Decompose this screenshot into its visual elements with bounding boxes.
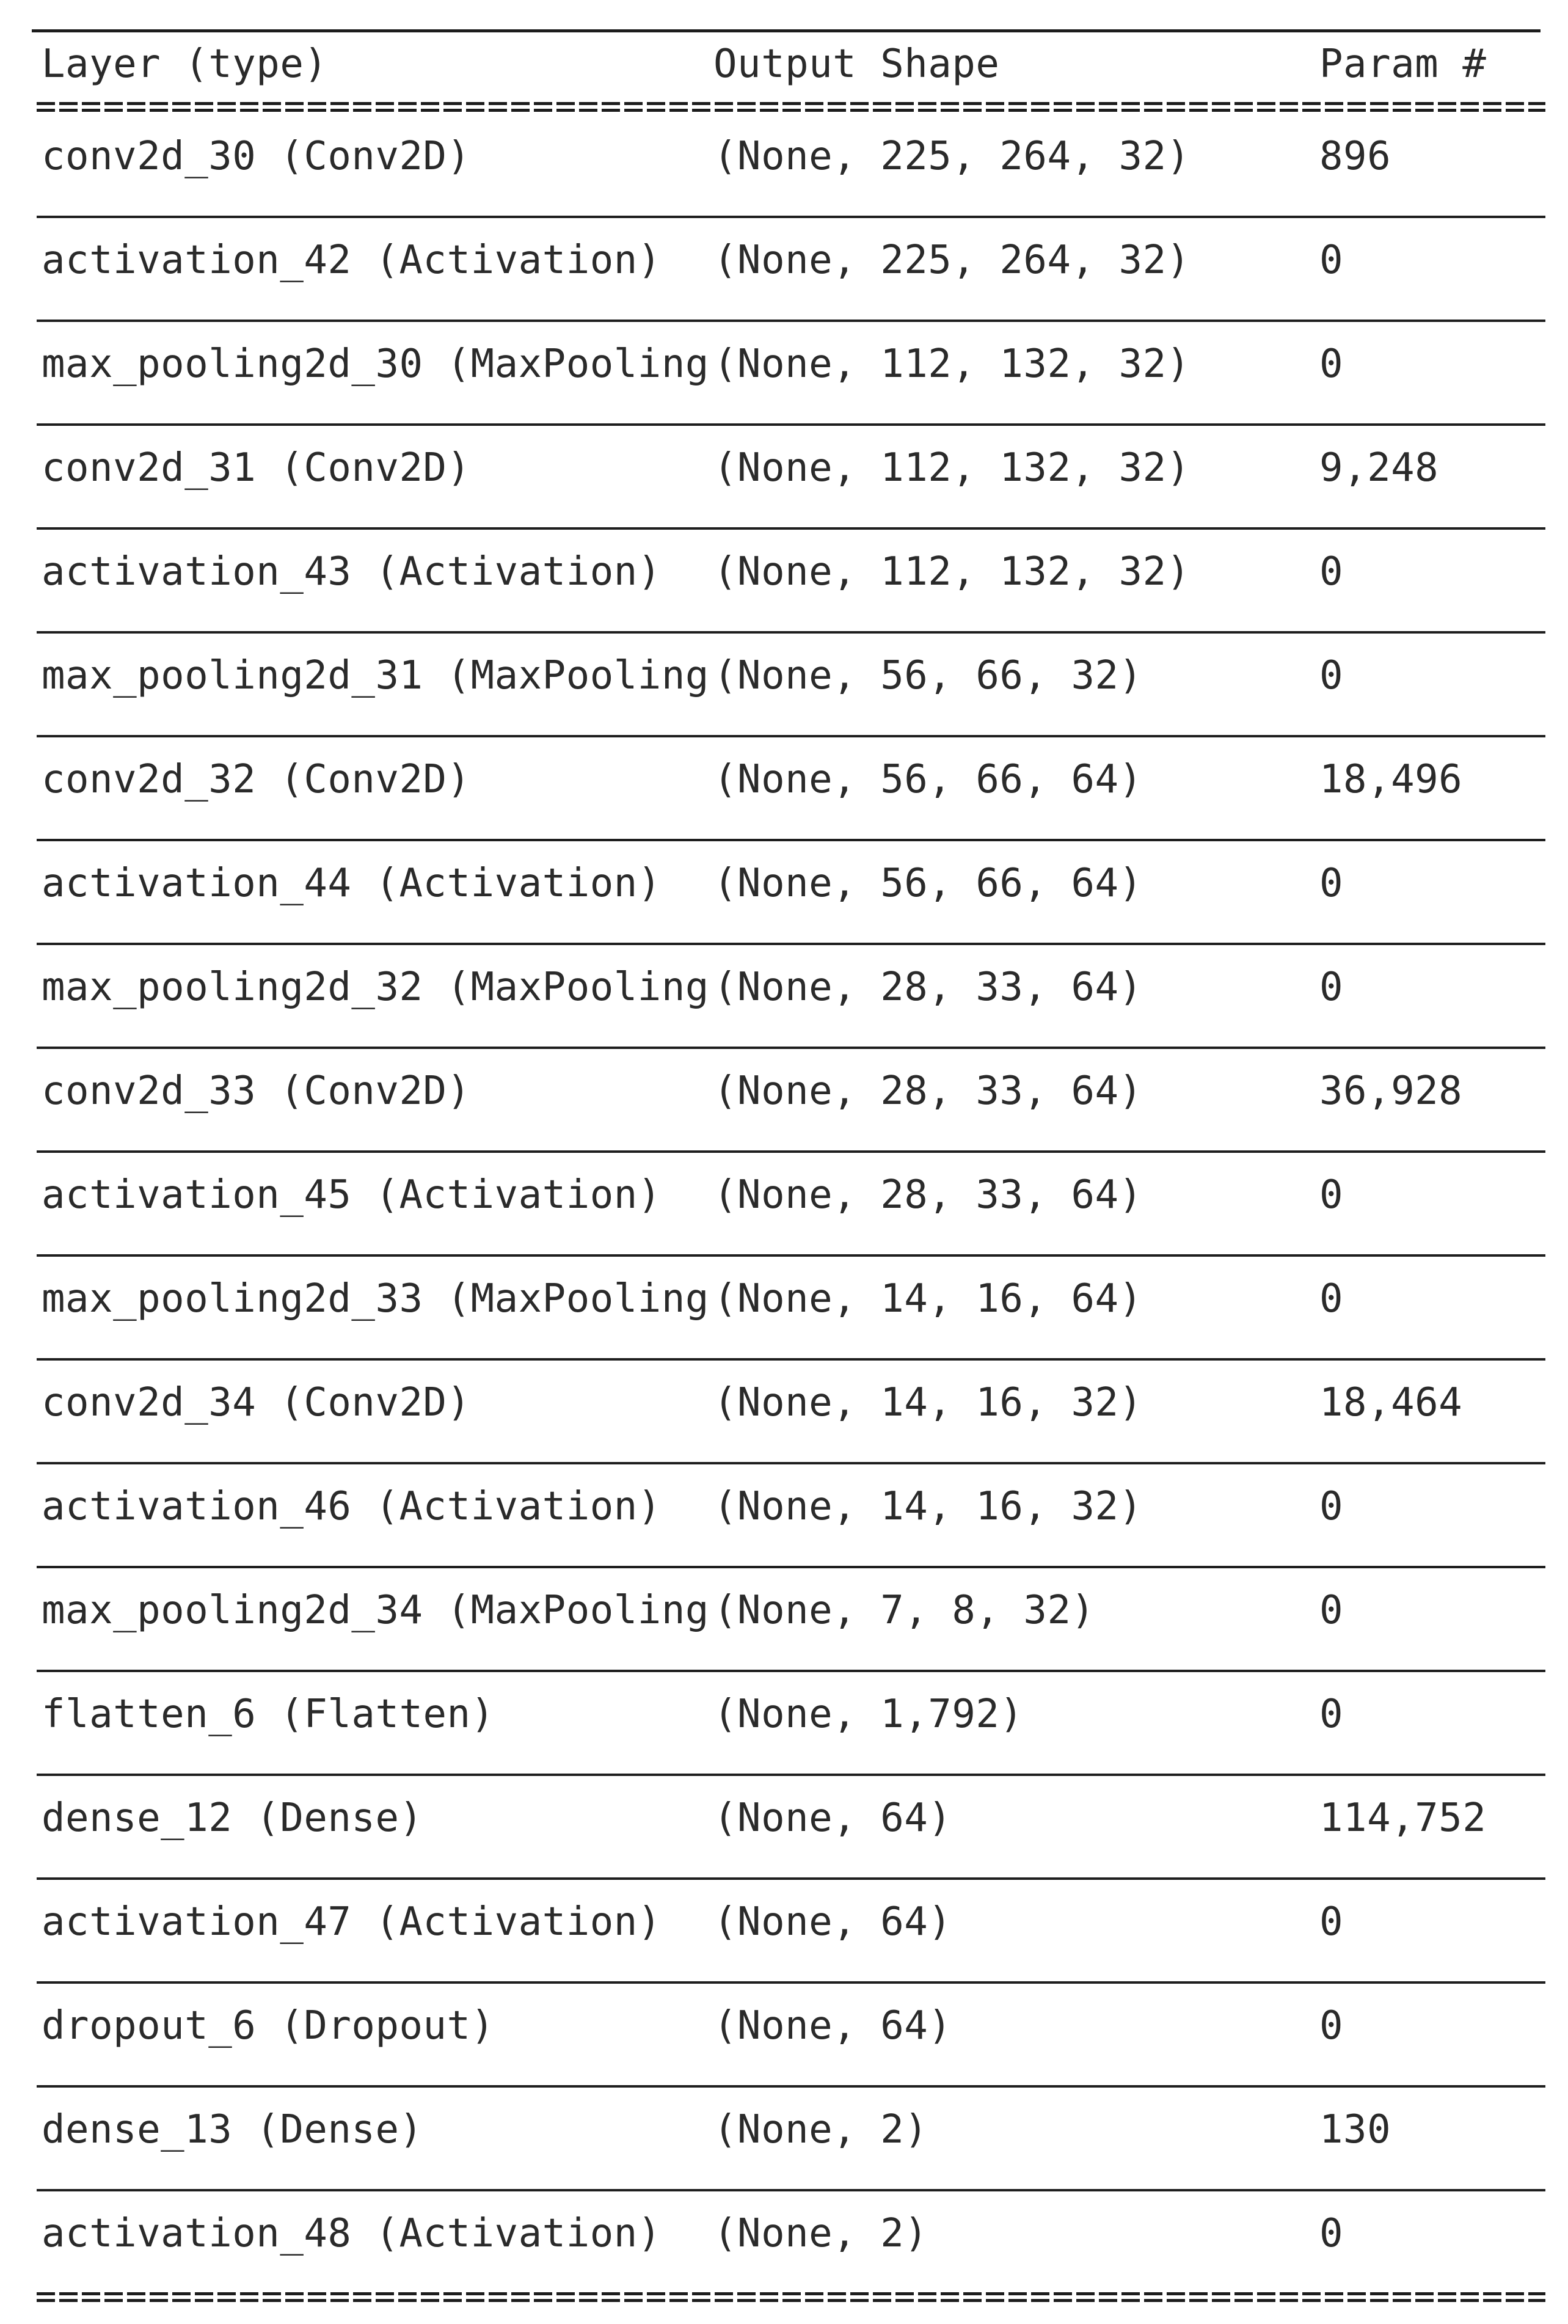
param-count-cell: 0 — [1319, 342, 1344, 387]
table-row — [0, 737, 1568, 841]
table-row — [0, 114, 1568, 218]
output-shape-cell: (None, 28, 33, 64) — [713, 1069, 1143, 1114]
table-row — [0, 1153, 1568, 1257]
param-count-cell: 0 — [1319, 861, 1344, 906]
table-row — [0, 945, 1568, 1049]
output-shape-cell: (None, 2) — [713, 2211, 928, 2256]
output-shape-cell: (None, 112, 132, 32) — [713, 342, 1191, 387]
layer-name-cell: conv2d_31 (Conv2D) — [42, 445, 471, 491]
table-row — [0, 218, 1568, 322]
output-shape-cell: (None, 112, 132, 32) — [713, 445, 1191, 491]
layer-name-cell: max_pooling2d_34 (MaxPooling — [42, 1588, 709, 1633]
layer-name-cell: activation_42 (Activation) — [42, 238, 662, 283]
param-count-cell: 0 — [1319, 1899, 1344, 1945]
output-shape-cell: (None, 28, 33, 64) — [713, 1172, 1143, 1218]
output-shape-cell: (None, 225, 264, 32) — [713, 134, 1191, 179]
layer-name-cell: dense_13 (Dense) — [42, 2107, 423, 2152]
output-shape-cell: (None, 64) — [713, 1899, 952, 1945]
output-shape-cell: (None, 7, 8, 32) — [713, 1588, 1095, 1633]
layer-name-cell: activation_48 (Activation) — [42, 2211, 662, 2256]
layer-name-cell: activation_45 (Activation) — [42, 1172, 662, 1218]
table-row — [0, 1568, 1568, 1672]
header-layer-type: Layer (type) — [42, 42, 328, 87]
output-shape-cell: (None, 56, 66, 64) — [713, 757, 1143, 802]
layer-name-cell: conv2d_34 (Conv2D) — [42, 1380, 471, 1425]
header-output-shape: Output Shape — [713, 42, 1000, 87]
output-shape-cell: (None, 56, 66, 64) — [713, 861, 1143, 906]
layer-name-cell: activation_43 (Activation) — [42, 549, 662, 594]
param-count-cell: 0 — [1319, 238, 1344, 283]
layer-name-cell: conv2d_30 (Conv2D) — [42, 134, 471, 179]
param-count-cell: 896 — [1319, 134, 1391, 179]
table-row — [0, 1464, 1568, 1568]
layer-name-cell: max_pooling2d_30 (MaxPooling — [42, 342, 709, 387]
param-count-cell: 0 — [1319, 2003, 1344, 2048]
param-count-cell: 0 — [1319, 1588, 1344, 1633]
param-count-cell: 0 — [1319, 1172, 1344, 1218]
layer-name-cell: max_pooling2d_33 (MaxPooling — [42, 1276, 709, 1321]
table-row — [0, 426, 1568, 530]
table-row — [0, 1984, 1568, 2088]
layer-name-cell: flatten_6 (Flatten) — [42, 1692, 495, 1737]
layer-name-cell: dense_12 (Dense) — [42, 1796, 423, 1841]
param-count-cell: 18,496 — [1319, 757, 1463, 802]
param-count-cell: 0 — [1319, 1692, 1344, 1737]
output-shape-cell: (None, 225, 264, 32) — [713, 238, 1191, 283]
layer-name-cell: max_pooling2d_32 (MaxPooling — [42, 965, 709, 1010]
output-shape-cell: (None, 112, 132, 32) — [713, 549, 1191, 594]
layer-name-cell: activation_47 (Activation) — [42, 1899, 662, 1945]
param-count-cell: 0 — [1319, 1484, 1344, 1529]
footer-double-rule — [37, 2290, 1545, 2304]
layer-name-cell: dropout_6 (Dropout) — [42, 2003, 495, 2048]
table-row — [0, 530, 1568, 634]
table-row — [0, 1776, 1568, 1880]
layer-name-cell: max_pooling2d_31 (MaxPooling — [42, 653, 709, 698]
table-row — [0, 2088, 1568, 2191]
layer-name-cell: activation_46 (Activation) — [42, 1484, 662, 1529]
param-count-cell: 0 — [1319, 549, 1344, 594]
header-param-count: Param # — [1319, 42, 1487, 87]
table-row — [0, 1361, 1568, 1464]
param-count-cell: 36,928 — [1319, 1069, 1463, 1114]
output-shape-cell: (None, 14, 16, 32) — [713, 1484, 1143, 1529]
param-count-cell: 130 — [1319, 2107, 1391, 2152]
output-shape-cell: (None, 28, 33, 64) — [713, 965, 1143, 1010]
table-row — [0, 1880, 1568, 1984]
table-row — [0, 2191, 1568, 2295]
output-shape-cell: (None, 14, 16, 32) — [713, 1380, 1143, 1425]
layer-name-cell: conv2d_32 (Conv2D) — [42, 757, 471, 802]
param-count-cell: 9,248 — [1319, 445, 1439, 491]
param-count-cell: 114,752 — [1319, 1796, 1487, 1841]
output-shape-cell: (None, 2) — [713, 2107, 928, 2152]
output-shape-cell: (None, 56, 66, 32) — [713, 653, 1143, 698]
output-shape-cell: (None, 1,792) — [713, 1692, 1024, 1737]
param-count-cell: 0 — [1319, 653, 1344, 698]
output-shape-cell: (None, 64) — [713, 1796, 952, 1841]
layer-name-cell: activation_44 (Activation) — [42, 861, 662, 906]
table-row — [0, 1672, 1568, 1776]
param-count-cell: 0 — [1319, 965, 1344, 1010]
table-row — [0, 841, 1568, 945]
table-row — [0, 1257, 1568, 1361]
param-count-cell: 18,464 — [1319, 1380, 1463, 1425]
table-row — [0, 322, 1568, 426]
param-count-cell: 0 — [1319, 1276, 1344, 1321]
output-shape-cell: (None, 14, 16, 64) — [713, 1276, 1143, 1321]
layer-name-cell: conv2d_33 (Conv2D) — [42, 1069, 471, 1114]
param-count-cell: 0 — [1319, 2211, 1344, 2256]
output-shape-cell: (None, 64) — [713, 2003, 952, 2048]
table-row — [0, 634, 1568, 737]
table-row — [0, 1049, 1568, 1153]
